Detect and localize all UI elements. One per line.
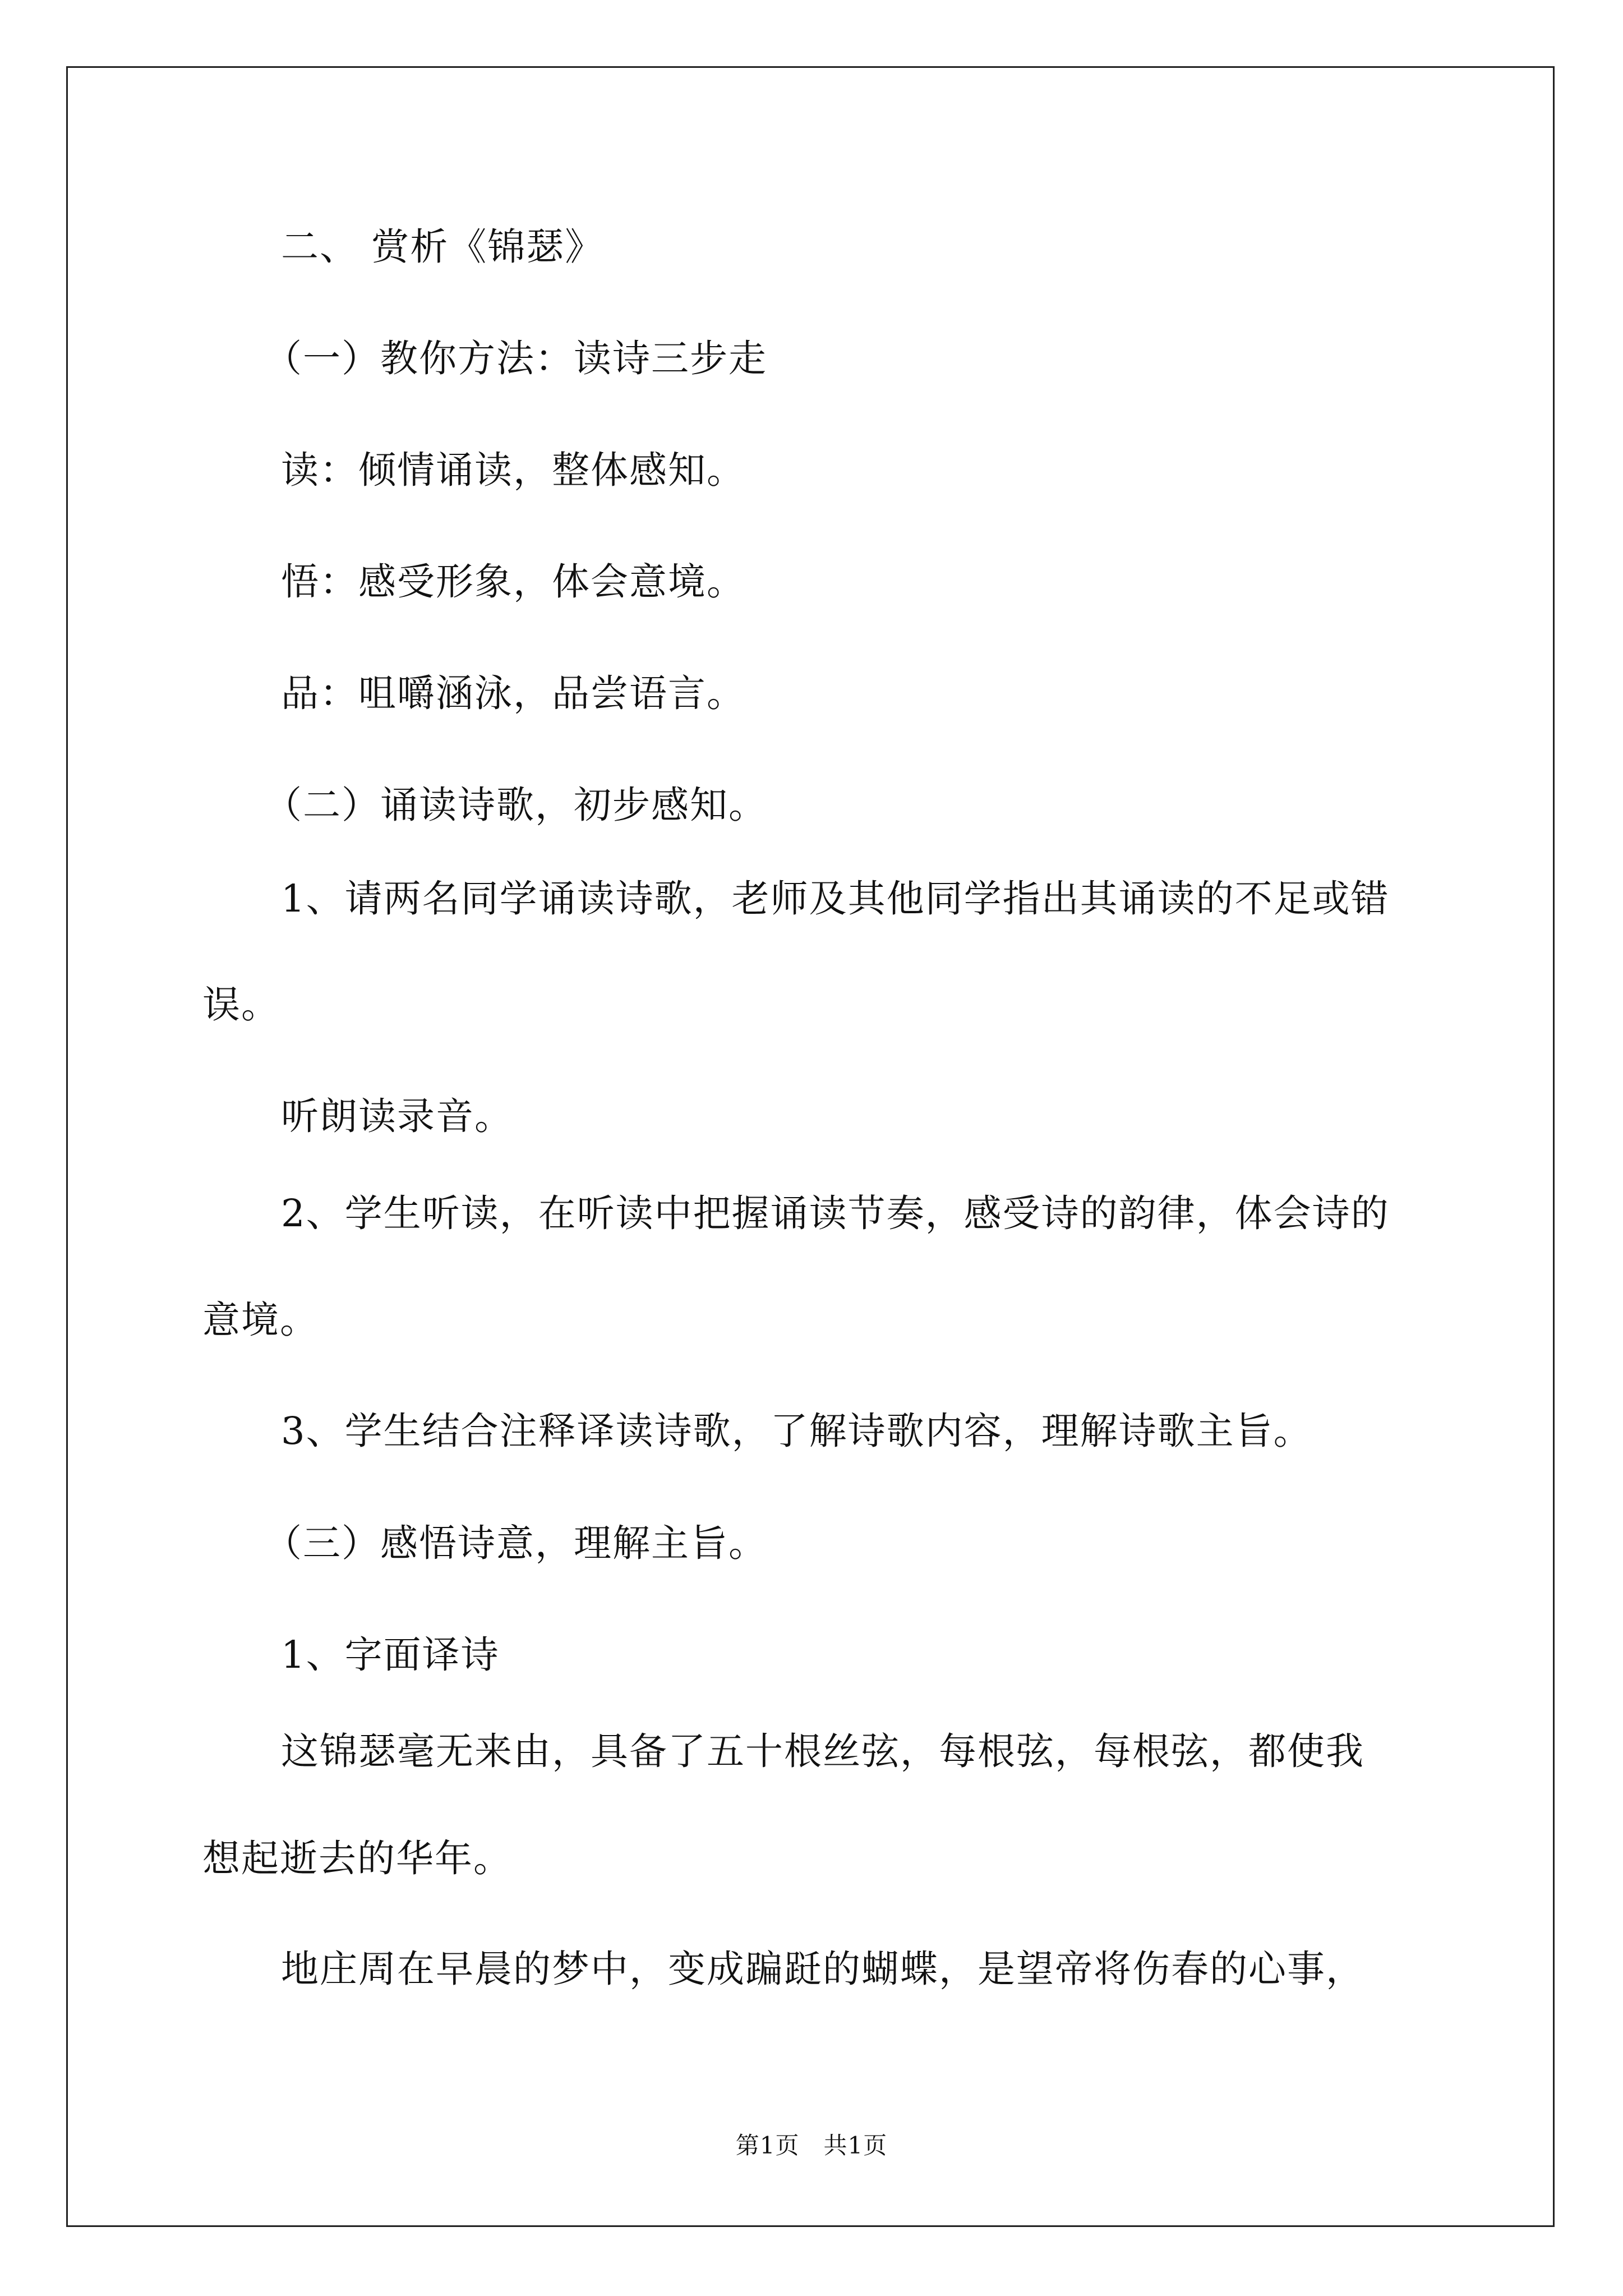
paragraph-continuation: 想起逝去的华年。 [202, 1837, 512, 1880]
page-border [66, 66, 1555, 2227]
paragraph: 品：咀嚼涵泳，品尝语言。 [281, 671, 745, 715]
subsection-heading: （一）教你方法：读诗三步走 [264, 337, 767, 380]
paragraph: 这锦瑟毫无来由，具备了五十根丝弦，每根弦，每根弦，都使我 [281, 1729, 1364, 1773]
paragraph: 3、学生结合注释译读诗歌，了解诗歌内容，理解诗歌主旨。 [281, 1409, 1312, 1453]
paragraph: 听朗读录音。 [281, 1094, 513, 1138]
paragraph: 读：倾情诵读，整体感知。 [281, 448, 745, 492]
subsection-heading: （三）感悟诗意，理解主旨。 [264, 1521, 767, 1565]
paragraph-continuation: 误。 [202, 983, 280, 1027]
paragraph: 2、学生听读，在听读中把握诵读节奏，感受诗的韵律，体会诗的 [281, 1191, 1390, 1235]
paragraph: 地庄周在早晨的梦中，变成蹁跹的蝴蝶，是望帝将伤春的心事， [281, 1947, 1364, 1991]
section-heading: 二、 赏析《锦瑟》 [281, 225, 604, 269]
paragraph-continuation: 意境。 [202, 1298, 319, 1342]
page-footer: 第1页 共1页 [735, 2132, 888, 2159]
paragraph: 悟：感受形象，体会意境。 [281, 560, 745, 604]
paragraph: 1、请两名同学诵读诗歌，老师及其他同学指出其诵读的不足或错 [281, 877, 1390, 921]
paragraph: 1、字面译诗 [281, 1633, 500, 1677]
subsection-heading: （二）诵读诗歌，初步感知。 [264, 783, 767, 827]
